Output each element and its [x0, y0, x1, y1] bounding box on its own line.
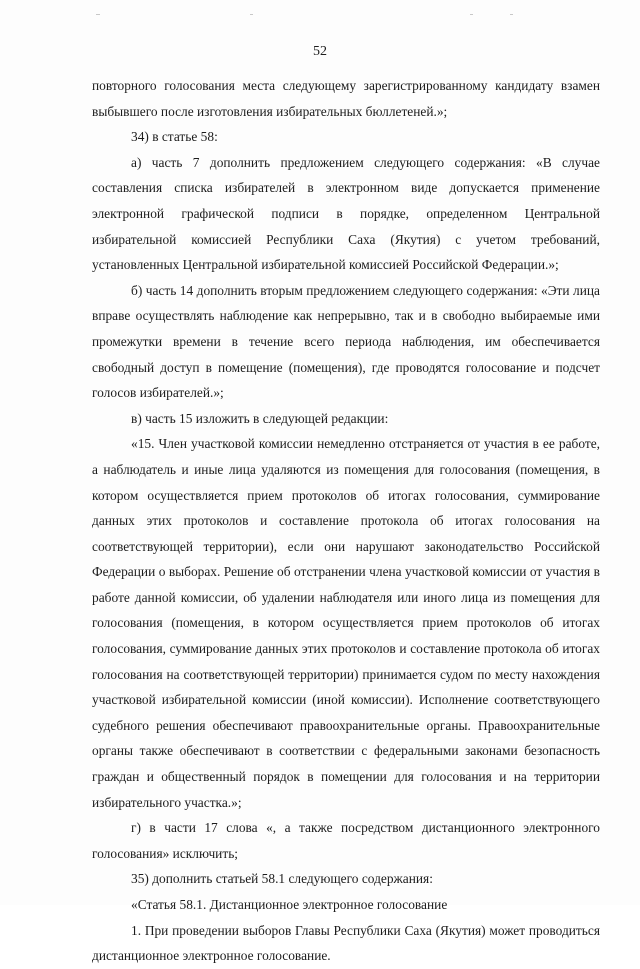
- scan-artifact: [470, 14, 473, 15]
- paragraph: г) в части 17 слова «, а также посредством дистанционного электронного голосования» исключить;: [92, 820, 600, 861]
- paragraph: 1. При проведении выборов Главы Республики Саха (Якутия) может проводиться дистанционное электронное голосование.: [92, 922, 600, 964]
- paragraph: «15. Член участковой комиссии немедленно отстраняется от участия в ее работе, а наблюдатель и иные лица удаляются из помещения для голосования (помещения, в котором осуществляется прием протоколов об итогах голосования, суммирование данных этих протоколов и составление протокола об итогах голосования на соответствующей территории), если они нарушают законодательство Российской Федерации о выборах. Решение об отстранении члена участковой комиссии от участия в работе данной комиссии, об удалении наблюдателя или иного лица из помещения для голосования (помещения, в котором осуществляется прием протоколов об итогах голосования, суммирование данных этих протоколов и составление протокола об итогах голосования на соответствующей территории) принимается судом по месту нахождения участковой избирательной комиссии (иной комиссии). Исполнение соответствующего судебного решения обеспечивают правоохранительные органы. Правоохранительные органы также обеспечивают в соответствии с федеральными законами безопасность граждан и общественный порядок в помещении для голосования и на территории избирательного участка.»;: [92, 436, 600, 810]
- paragraph: 35) дополнить статьей 58.1 следующего содержания:: [131, 871, 433, 887]
- page-number: 52: [313, 44, 327, 59]
- paragraph: повторного голосования места следующему зарегистрированному кандидату взамен выбывшего после изготовления избирательных бюллетеней.»;: [92, 78, 600, 119]
- paragraph: в) часть 15 изложить в следующей редакции:: [131, 410, 389, 426]
- scan-artifact: [96, 14, 100, 15]
- paragraph: 34) в статье 58:: [131, 129, 218, 145]
- document-body: [92, 73, 600, 969]
- article-heading: «Статья 58.1. Дистанционное электронное голосование: [131, 897, 448, 912]
- paragraph: а) часть 7 дополнить предложением следующего содержания: «В случае составления списка избирателей в электронном виде допускается применение электронной графической подписи в порядке, определенном Центральной избирательной комиссией Республики Саха (Якутия) с учетом требований, установленных Центральной избирательной комиссией Российской Федерации.»;: [92, 154, 600, 273]
- paragraph: б) часть 14 дополнить вторым предложением следующего содержания: «Эти лица вправе осуществлять наблюдение как непрерывно, так и в свободно выбираемые ими промежутки времени в течение всего периода наблюдения, им обеспечивается свободный доступ в помещение (помещения), где проводятся голосование и подсчет голосов избирателей.»;: [92, 282, 600, 401]
- scan-artifact: [250, 14, 253, 15]
- scan-artifact: [510, 14, 513, 15]
